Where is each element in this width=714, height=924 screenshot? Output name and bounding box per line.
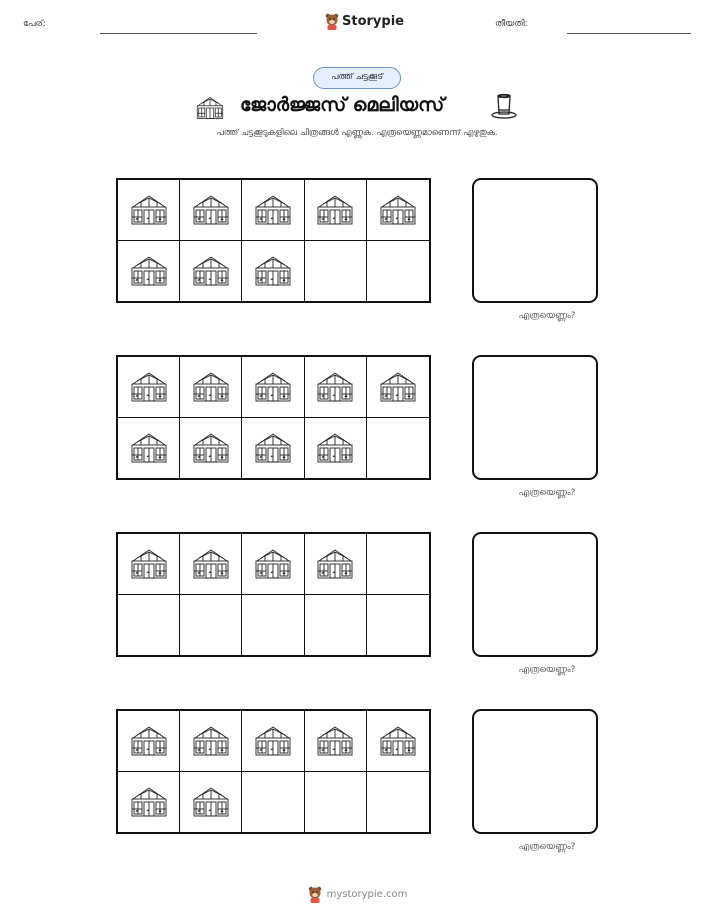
ten-frame-cell-filled <box>118 418 180 479</box>
greenhouse-icon <box>191 193 231 227</box>
ten-frame-cell-empty <box>305 595 367 656</box>
greenhouse-icon <box>315 724 355 758</box>
page-title: ജോർജ്ജസ് മെലിയസ് <box>240 94 445 116</box>
greenhouse-icon <box>129 193 169 227</box>
ten-frame-cell-empty <box>305 241 367 302</box>
ten-frame <box>116 355 431 480</box>
ten-frame-cell-filled <box>367 711 429 772</box>
ten-frame-cell-filled <box>242 418 304 479</box>
greenhouse-icon <box>191 254 231 288</box>
greenhouse-icon <box>129 431 169 465</box>
answer-label: എത്രയെണ്ണം? <box>518 488 576 498</box>
ten-frame-block <box>0 355 714 515</box>
date-label: തീയതി: <box>495 19 528 29</box>
bear-logo-icon <box>307 885 323 903</box>
ten-frame-cell-empty <box>367 241 429 302</box>
greenhouse-icon <box>129 785 169 819</box>
title-row <box>0 92 714 124</box>
ten-frame-block <box>0 709 714 869</box>
greenhouse-icon <box>129 370 169 404</box>
greenhouse-icon <box>191 370 231 404</box>
answer-box[interactable] <box>472 709 598 834</box>
ten-frame-cell-filled <box>180 180 242 241</box>
ten-frame-cell-filled <box>305 357 367 418</box>
greenhouse-icon <box>378 724 418 758</box>
ten-frame-cell-filled <box>242 711 304 772</box>
ten-frame-cell-filled <box>242 357 304 418</box>
worksheet-type-badge: പത്ത് ചട്ടക്കൂട് <box>313 67 401 89</box>
greenhouse-icon <box>378 193 418 227</box>
ten-frame-cell-empty <box>367 595 429 656</box>
ten-frame-cell-filled <box>367 357 429 418</box>
ten-frame-cell-filled <box>118 711 180 772</box>
ten-frame-cell-filled <box>242 180 304 241</box>
ten-frame-cell-filled <box>242 534 304 595</box>
ten-frame-cell-filled <box>118 180 180 241</box>
answer-label: എത്രയെണ്ണം? <box>518 311 576 321</box>
greenhouse-icon <box>253 193 293 227</box>
ten-frame-cell-filled <box>180 357 242 418</box>
greenhouse-icon <box>129 254 169 288</box>
ten-frame-cell-filled <box>305 418 367 479</box>
ten-frame-cell-filled <box>367 180 429 241</box>
ten-frame-cell-filled <box>305 180 367 241</box>
ten-frame-cell-empty <box>367 772 429 833</box>
footer <box>0 885 714 907</box>
ten-frame-cell-empty <box>367 418 429 479</box>
ten-frame-cell-filled <box>242 241 304 302</box>
greenhouse-icon <box>191 724 231 758</box>
ten-frame-cell-filled <box>118 534 180 595</box>
greenhouse-icon <box>253 431 293 465</box>
ten-frame <box>116 178 431 303</box>
answer-label: എത്രയെണ്ണം? <box>518 842 576 852</box>
greenhouse-icon <box>129 547 169 581</box>
ten-frame-cell-empty <box>180 595 242 656</box>
date-line <box>567 33 691 34</box>
answer-box[interactable] <box>472 532 598 657</box>
greenhouse-icon <box>253 254 293 288</box>
ten-frame-cell-filled <box>118 357 180 418</box>
ten-frame-block <box>0 178 714 338</box>
worksheet-header <box>0 0 714 50</box>
name-line <box>100 33 257 34</box>
greenhouse-icon <box>253 370 293 404</box>
greenhouse-icon <box>195 95 225 121</box>
greenhouse-icon <box>315 193 355 227</box>
ten-frame-cell-empty <box>305 772 367 833</box>
ten-frame-cell-filled <box>180 241 242 302</box>
brand <box>325 12 404 30</box>
greenhouse-icon <box>191 785 231 819</box>
ten-frame-cell-filled <box>305 711 367 772</box>
ten-frame-cell-filled <box>180 711 242 772</box>
ten-frame-cell-filled <box>118 241 180 302</box>
ten-frame-cell-filled <box>180 772 242 833</box>
greenhouse-icon <box>191 431 231 465</box>
greenhouse-icon <box>253 547 293 581</box>
ten-frame-cell-empty <box>118 595 180 656</box>
greenhouse-icon <box>378 370 418 404</box>
greenhouse-icon <box>315 547 355 581</box>
greenhouse-icon <box>253 724 293 758</box>
ten-frame-cell-filled <box>180 418 242 479</box>
greenhouse-icon <box>315 370 355 404</box>
footer-url[interactable]: mystorypie.com <box>326 888 408 900</box>
answer-box[interactable] <box>472 355 598 480</box>
bear-logo-icon <box>325 12 339 30</box>
ten-frame-cell-filled <box>305 534 367 595</box>
answer-box[interactable] <box>472 178 598 303</box>
ten-frame <box>116 532 431 657</box>
ten-frame-cell-empty <box>242 595 304 656</box>
greenhouse-icon <box>315 431 355 465</box>
name-label: പേര്: <box>23 19 46 29</box>
top-hat-icon <box>490 92 518 122</box>
greenhouse-icon <box>129 724 169 758</box>
ten-frame-cell-empty <box>367 534 429 595</box>
instructions: പത്ത് ചട്ടക്കൂടുകളിലെ ചിത്രങ്ങൾ എണ്ണുക. എത്രയെണ്ണമാണെന്ന് എഴുതുക. <box>216 128 498 138</box>
ten-frame-block <box>0 532 714 692</box>
brand-name: Storypie <box>342 13 404 29</box>
ten-frame-cell-filled <box>118 772 180 833</box>
ten-frame-cell-empty <box>242 772 304 833</box>
greenhouse-icon <box>191 547 231 581</box>
answer-label: എത്രയെണ്ണം? <box>518 665 576 675</box>
ten-frame-cell-filled <box>180 534 242 595</box>
ten-frame <box>116 709 431 834</box>
